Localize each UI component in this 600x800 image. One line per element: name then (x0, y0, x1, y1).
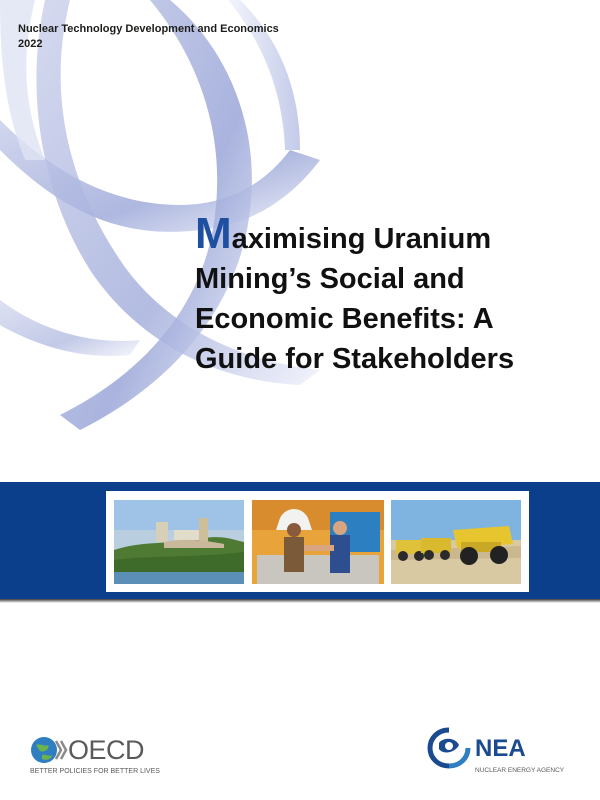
title-line-4: Guide for Stakeholders (195, 343, 515, 375)
oecd-globe-icon (30, 735, 70, 767)
mine-site-photo (114, 500, 244, 584)
handshake-photo (252, 500, 384, 584)
nea-wordmark: NEA (475, 735, 526, 762)
oecd-logo (30, 735, 180, 785)
nea-logo (425, 727, 585, 782)
title-line-3: Economic Benefits: A (195, 303, 494, 335)
haul-trucks-photo (391, 500, 521, 584)
series-name: Nuclear Technology Development and Economics (18, 23, 279, 35)
title-initial: M (195, 209, 232, 258)
oecd-wordmark: OECD (68, 735, 145, 765)
oecd-tagline: BETTER POLICIES FOR BETTER LIVES (30, 768, 160, 775)
band-shadow (0, 599, 600, 603)
report-title (195, 209, 585, 379)
nea-emblem-icon (425, 727, 473, 769)
nea-tagline: NUCLEAR ENERGY AGENCY (475, 767, 565, 774)
series-label (18, 22, 279, 52)
photo-strip (106, 491, 529, 592)
title-line-2: Mining’s Social and (195, 263, 465, 295)
publication-year: 2022 (18, 38, 43, 50)
title-line-1-rest: aximising Uranium (231, 223, 492, 255)
title-line-1 (195, 209, 585, 259)
